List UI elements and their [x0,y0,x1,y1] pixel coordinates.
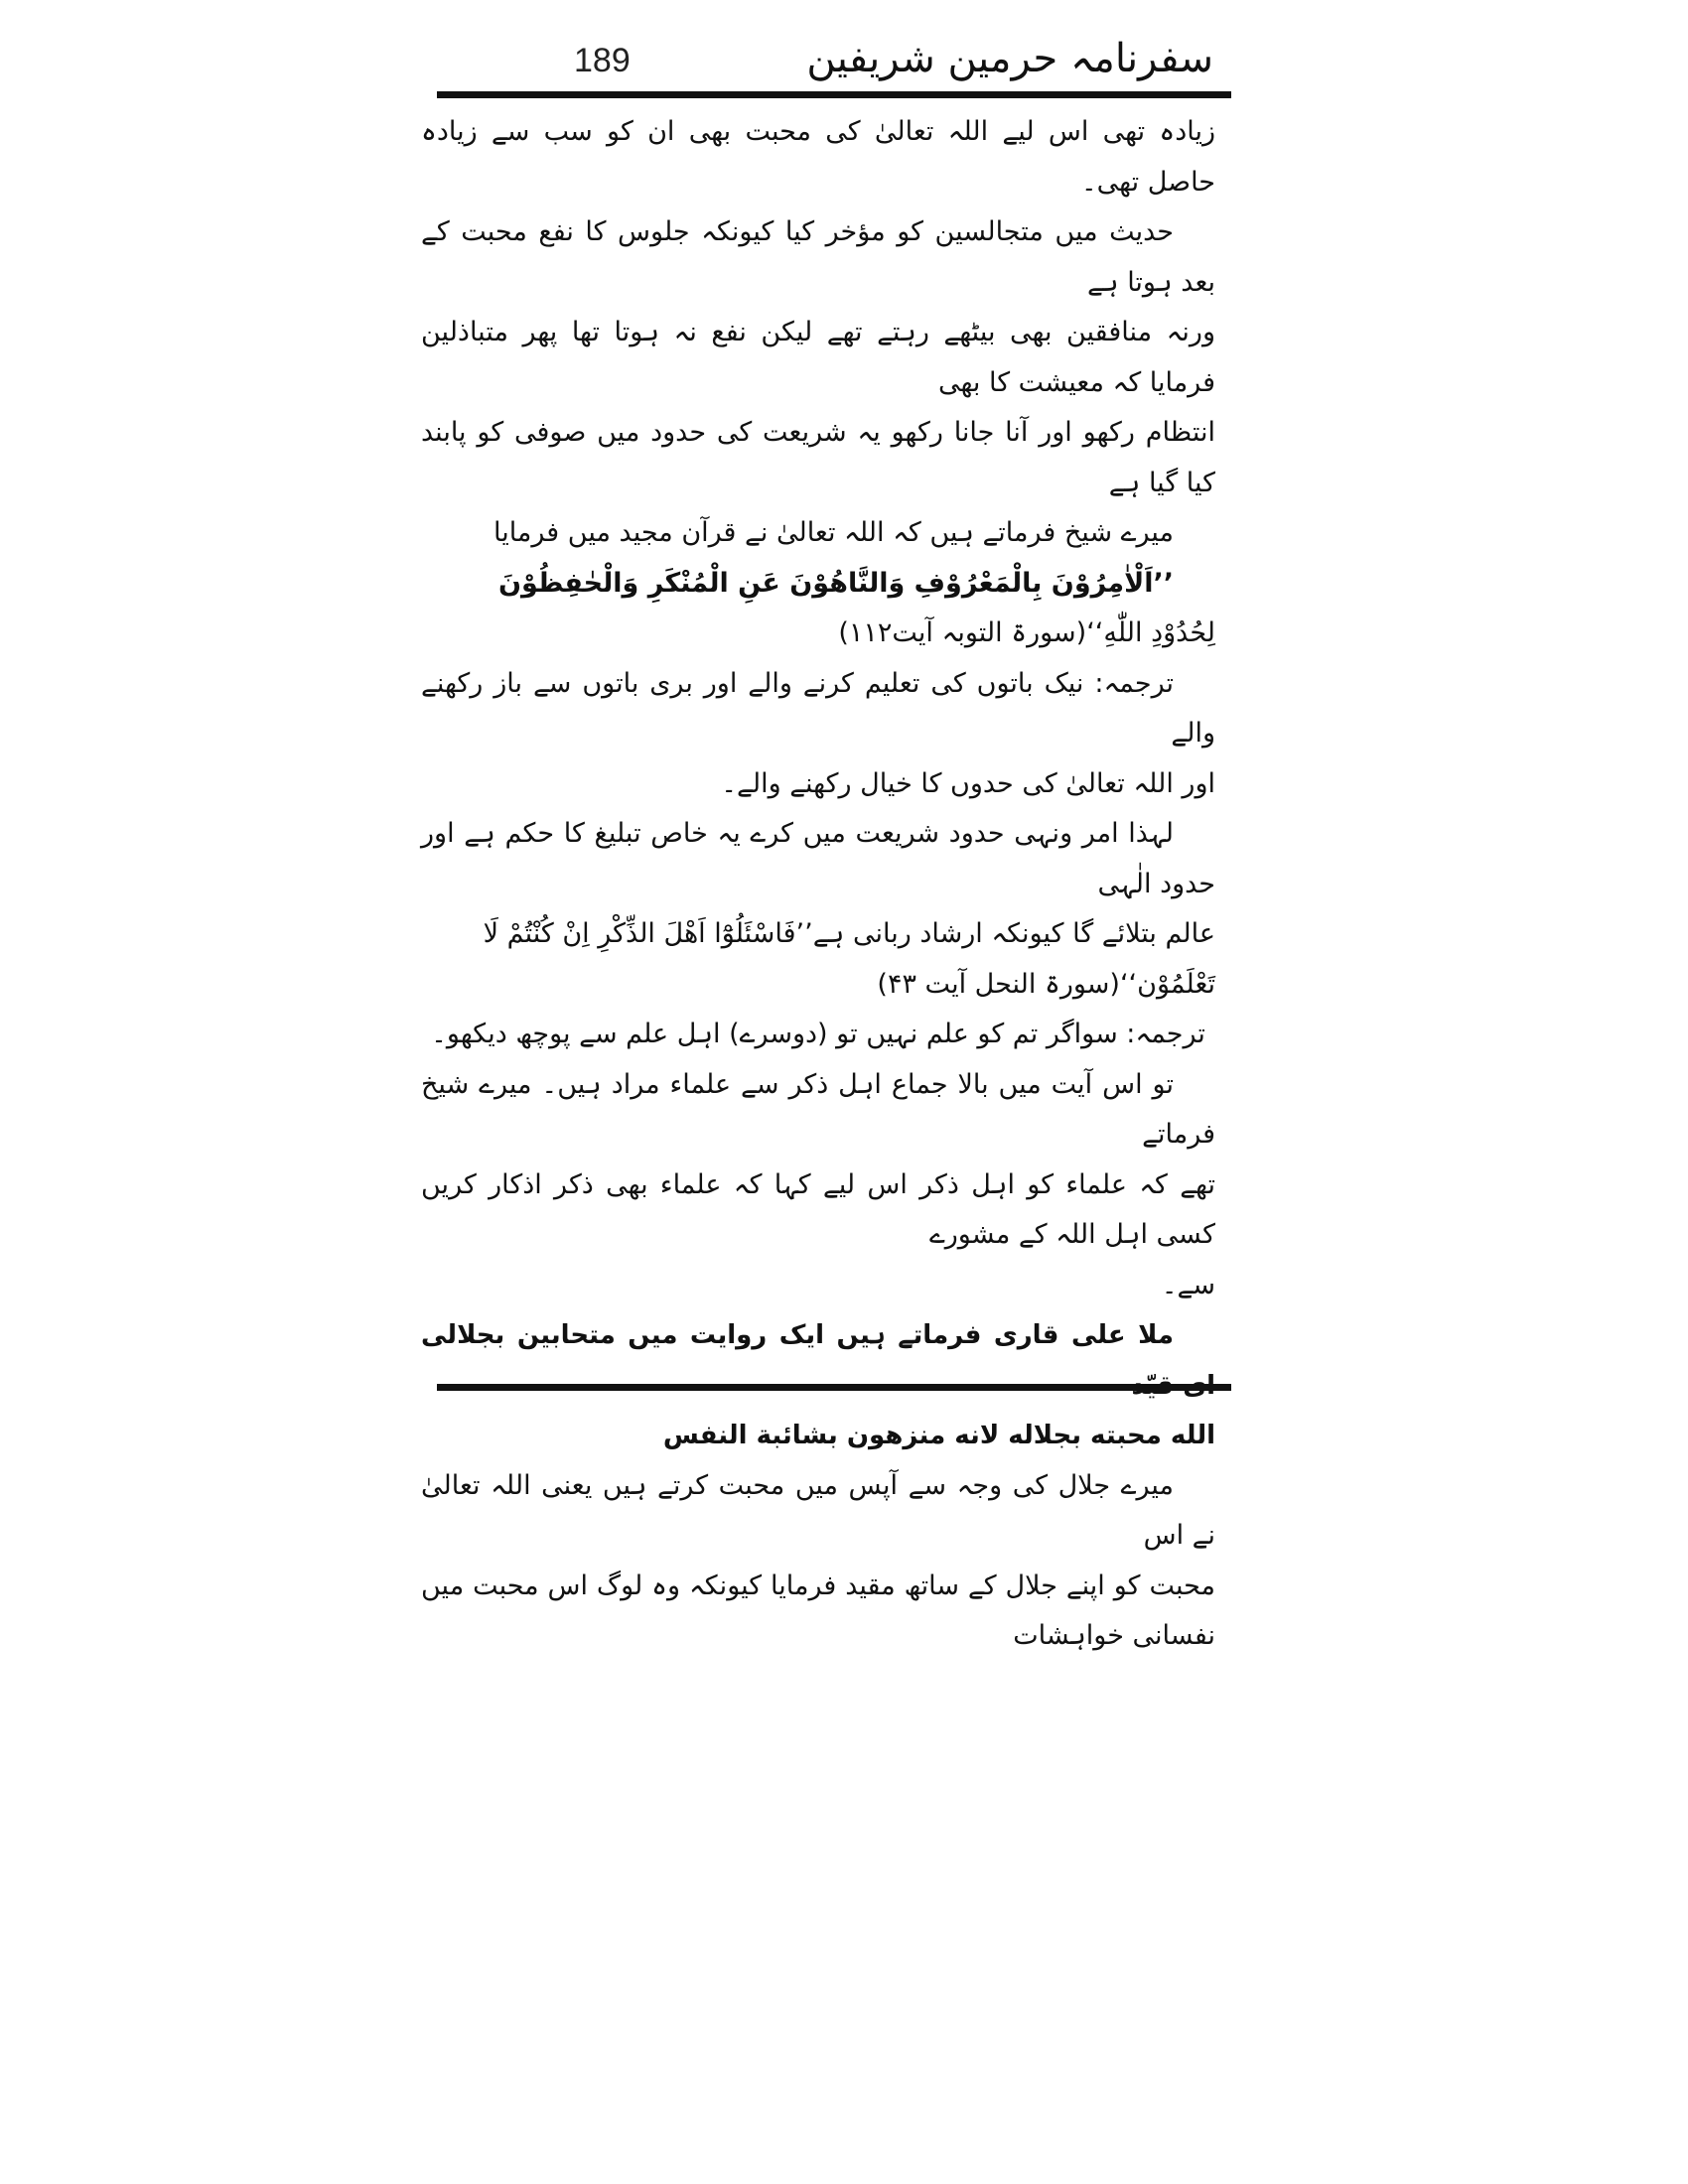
text-line: ورنہ منافقین بھی بیٹھے رہتے تھے لیکن نفع نہ ہوتا تھا پھر متباذلین فرمایا کہ معیشت کا بھی [421,317,1215,398]
text-line: تھے کہ علماء کو اہل ذکر اس لیے کہا کہ علماء بھی ذکر اذکار کریں کسی اہل اللہ کے مشورے [421,1168,1215,1250]
header-rule [437,91,1231,98]
text-line: میرے جلال کی وجہ سے آپس میں محبت کرتے ہیں یعنی اللہ تعالیٰ نے اس [421,1469,1215,1551]
quran-verse-reference: لِحُدُوْدِ اللّٰهِ‘‘(سورۃ التوبہ آیت۱۱۲) [838,617,1215,648]
text-line: حدیث میں متجالسین کو مؤخر کیا کیونکہ جلوس کا نفع محبت کے بعد ہوتا ہے [421,216,1215,298]
text-line: لہذا امر ونہی حدود شریعت میں کرے یہ خاص تبلیغ کا حکم ہے اور حدود الٰہی [421,818,1215,899]
page-number: 189 [574,42,631,79]
hadith-commentary-line: ملا علی قاری فرماتے ہیں ایک روایت میں متحابین بجلالی [421,1320,1174,1350]
footer-rule [437,1384,1231,1391]
text-line: زیادہ تھی اس لیے اللہ تعالیٰ کی محبت بھی ان کو سب سے زیادہ حاصل تھی۔ [421,116,1215,198]
book-title: سفرنامہ حرمین شریفین [806,36,1213,81]
text-line: تو اس آیت میں بالا جماع اہل ذکر سے علماء مراد ہیں۔ میرے شیخ فرماتے [421,1068,1215,1150]
quran-verse-reference: تَعْلَمُوْن‘‘(سورۃ النحل آیت ۴۳) [877,968,1215,1000]
translation-line: ترجمہ: سواگر تم کو علم نہیں تو (دوسرے) اہل علم سے پوچھ دیکھو۔ [431,1019,1205,1049]
page-body [421,107,1215,1662]
quran-verse-line: ’’اَلْاٰمِرُوْنَ بِالْمَعْرُوْفِ وَالنَّاهُوْنَ عَنِ الْمُنْكَرِ وَالْحٰفِظُوْنَ [497,567,1174,599]
text-line: میرے شیخ فرماتے ہیں کہ اللہ تعالیٰ نے قرآن مجید میں فرمایا [492,517,1174,548]
translation-line: اور اللہ تعالیٰ کی حدوں کا خیال رکھنے والے۔ [721,767,1215,799]
text-line: انتظام رکھو اور آنا جانا رکھو یہ شریعت کی حدود میں صوفی کو پابند کیا گیا ہے [421,417,1215,498]
hadith-commentary-line: الله محبته بجلاله لانه منزهون بشائبة النفس [662,1421,1215,1450]
text-line: محبت کو اپنے جلال کے ساتھ مقید فرمایا کیونکہ وہ لوگ اس محبت میں نفسانی خواہشات [421,1570,1215,1651]
text-line: عالم بتلائے گا کیونکہ ارشاد ربانی ہے’’فَاسْئَلُوْٓا اَهْلَ الذِّكْرِ اِنْ كُنْتُمْ لَا [483,918,1215,949]
text-line: سے۔ [1161,1269,1215,1300]
translation-line: ترجمہ: نیک باتوں کی تعلیم کرنے والے اور بری باتوں سے باز رکھنے والے [421,667,1215,749]
